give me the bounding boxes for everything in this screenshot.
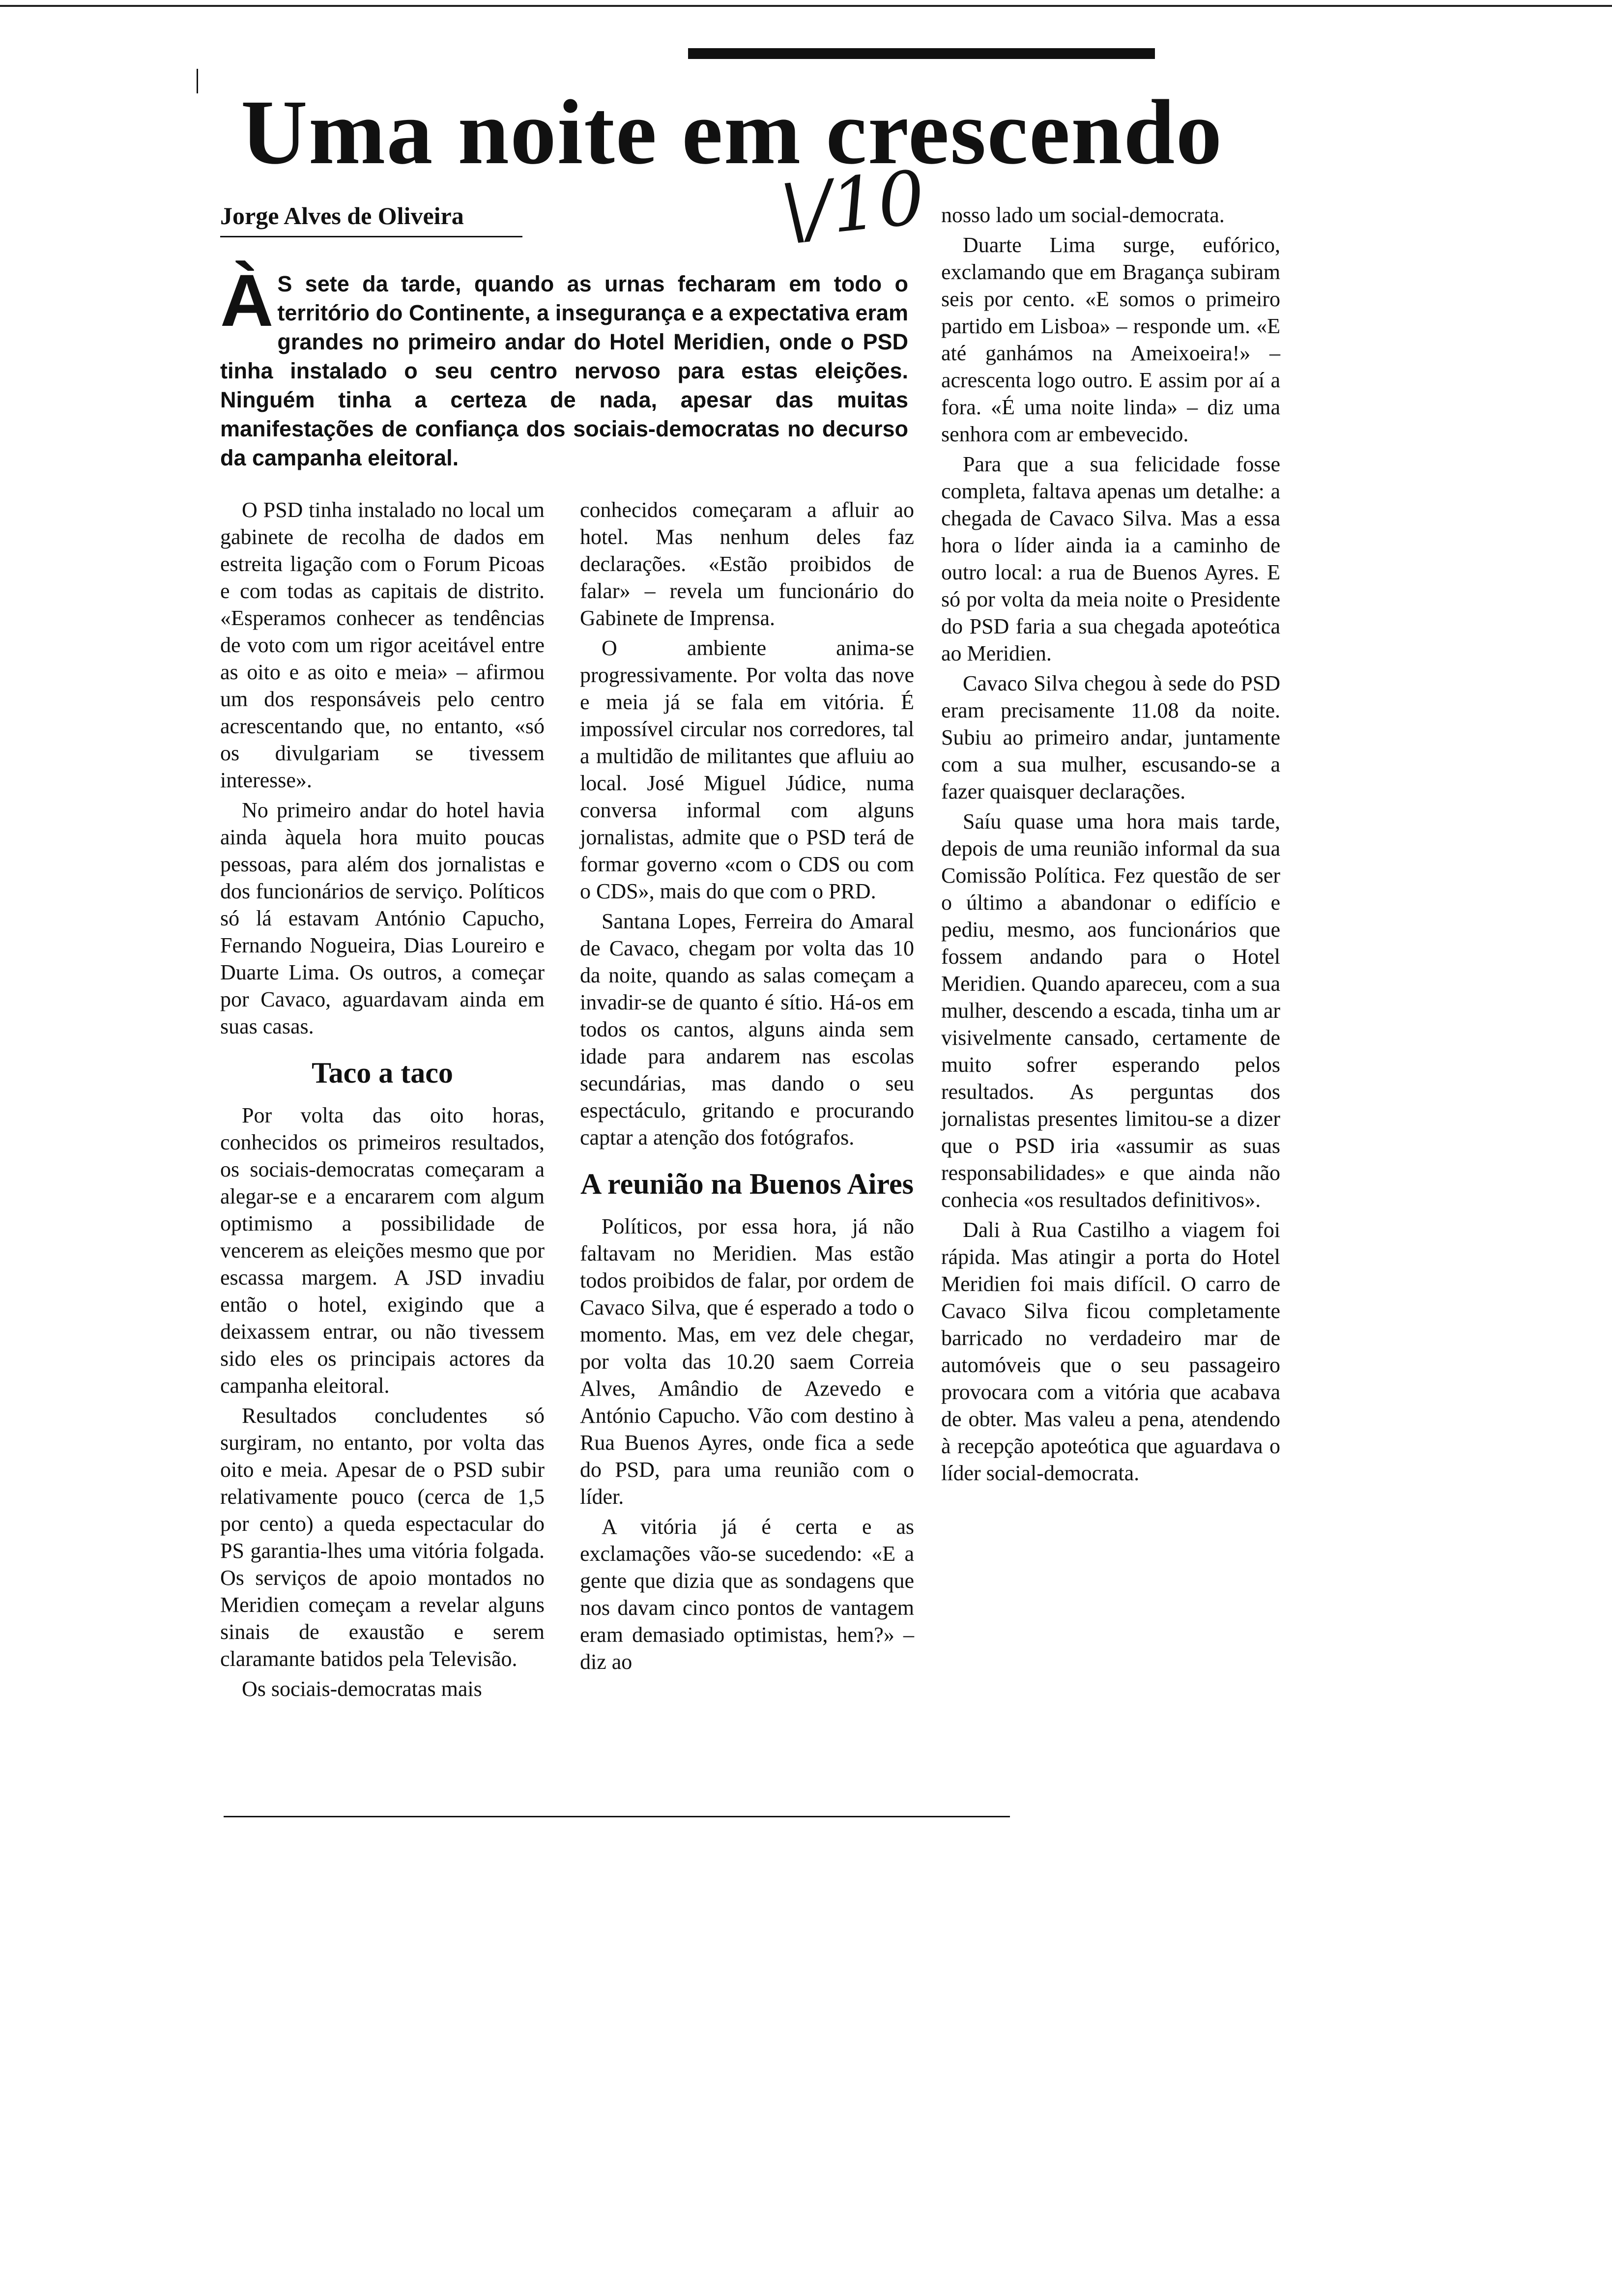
paragraph: nosso lado um social-democrata. [941,203,1225,227]
paragraph: Resultados concludentes só surgiram, no entanto, por volta das oito e meia. Apesar de o PSD subir relativamente pouco (cerca de 1,5 por cento) a queda espectacular do PS garantia-lhes uma vitória folgada. Os serviços de apoio montados no Meridien começam a revelar alguns sinais de exaustão e serem claramante batidos pela Televisão. [220,1404,545,1671]
paragraph: No primeiro andar do hotel havia ainda àquela hora muito poucas pessoas, para além dos jornalistas e dos funcionários de serviço. Políticos só lá estavam António Capucho, Fernando Nogueira, Dias Loureiro e Duarte Lima. Os outros, a começar por Cavaco, aguardavam ainda em suas casas. [220,798,545,1038]
paragraph: Para que a sua felicidade fosse completa, faltava apenas um detalhe: a chegada de Cavaco Silva. Mas a essa hora o líder ainda ia a caminho de outro local: a rua de Buenos Ayres. E só por volta da meia noite o Presidente do PSD faria a sua chegada apoteótica ao Meridien. [941,452,1280,665]
paragraph: Santana Lopes, Ferreira do Amaral de Cavaco, chegam por volta das 10 da noite, quando as salas começam a invadir-se de quanto é sítio. Há-os em todos os cantos, alguns ainda sem idade para andarem nas escolas secundárias, mas dando o seu espectáculo, gritando e procurando captar a atenção dos fotógrafos. [580,909,914,1149]
header-rule [688,48,1155,59]
section-heading: Taco a taco [312,1057,453,1089]
margin-mark [197,69,198,93]
author-byline: Jorge Alves de Oliveira [220,202,464,230]
headline: Uma noite em crescendo [241,81,1223,183]
handwritten-note: \/10 [777,155,929,255]
paragraph: Cavaco Silva chegou à sede do PSD eram precisamente 11.08 da noite. Subiu ao primeiro andar, juntamente com a sua mulher, escusando-se a fazer quaisquer declarações. [941,671,1280,804]
section-heading: A reunião na Buenos Aires [580,1168,914,1200]
paragraph: Duarte Lima surge, eufórico, exclamando que em Bragança subiram seis por cento. «E somos o primeiro partido em Lisboa» – responde um. «E até ganhámos na Ameixoeira!» – acrescenta logo outro. E assim por aí a fora. «É uma noite linda» – diz uma senhora com ar embevecido. [941,233,1280,446]
paragraph: Saíu quase uma hora mais tarde, depois de uma reunião informal da sua Comissão Política. Fez questão de ser o último a abandonar o edifício e pediu, mesmo, aos funcionários que fossem andando para o Hotel Meridien. Quando apareceu, com a sua mulher, descendo a escada, tinha um ar visivelmente cansado, certamente de muito sofrer esperando pelos resultados. As perguntas dos jornalistas presentes limitou-se a dizer que o PSD iria «assumir as suas responsabilidades» e que ainda não conhecia «os resultados definitivos». [941,809,1280,1212]
paragraph: Por volta das oito horas, conhecidos os primeiros resultados, os sociais-democratas começaram a alegar-se e a encararem com algum optimismo a possibilidade de vencerem as eleições mesmo que por escassa margem. A JSD invadiu então o hotel, exigindo que a deixassem entrar, ou não tivessem sido eles os principais actores da campanha eleitoral. [220,1103,545,1398]
scan-top-edge-line [0,5,1612,7]
paragraph: O PSD tinha instalado no local um gabinete de recolha de dados em estreita ligação com o Forum Picoas e com todas as capitais de distrito. «Esperamos conhecer as tendências de voto com um rigor aceitável entre as oito e as oito e meia» – afirmou um dos responsáveis pelo centro acrescentando que, no entanto, «só os divulgariam se tivessem interesse». [220,498,545,792]
lead-text: S sete da tarde, quando as urnas fecharam em todo o território do Continente, a insegurança e a expectativa eram grandes no primeiro andar do Hotel Meridien, onde o PSD tinha instalado o seu centro nervoso para estas eleições. Ninguém tinha a certeza de nada, apesar das muitas manifestações de confiança dos sociais-democratas no decurso da campanha eleitoral. [220,271,908,470]
paragraph: conhecidos começaram a afluir ao hotel. Mas nenhum deles faz declarações. «Estão proibidos de falar» – revela um funcionário do Gabinete de Imprensa. [580,498,914,630]
paragraph: Políticos, por essa hora, já não faltavam no Meridien. Mas estão todos proibidos de falar, por ordem de Cavaco Silva, que é esperado a todo o momento. Mas, em vez dele chegar, por volta das 10.20 saem Correia Alves, Amândio de Azevedo e António Capucho. Vão com destino à Rua Buenos Ayres, onde fica a sede do PSD, para uma reunião com o líder. [580,1214,914,1509]
drop-cap: À [220,259,274,342]
paragraph: Os sociais-democratas mais [242,1677,482,1701]
article-end-rule [224,1816,1010,1817]
lead-paragraph [220,259,908,472]
paragraph: O ambiente anima-se progressivamente. Por volta das nove e meia já se fala em vitória. É impossível circular nos corredores, tal a multidão de militantes que afluiu ao local. José Miguel Júdice, numa conversa informal com alguns jornalistas, admite que o PSD terá de formar governo «com o CDS ou com o CDS», mais do que com o PRD. [580,636,914,903]
column-2 [580,496,914,1678]
column-1 [220,496,545,1705]
byline-underline [220,236,522,237]
paragraph: A vitória já é certa e as exclamações vão-se sucedendo: «E a gente que dizia que as sondagens que nos davam cinco pontos de vantagem eram demasiado optimistas, hem?» – diz ao [580,1515,914,1674]
paragraph: Dali à Rua Castilho a viagem foi rápida. Mas atingir a porta do Hotel Meridien foi mais difícil. O carro de Cavaco Silva ficou completamente barricado no verdadeiro mar de automóveis que o seu passageiro provocara com a vitória que acabava de obter. Mas valeu a pena, atendendo à recepção apoteótica que aguardava o líder social-democrata. [941,1218,1280,1485]
column-3 [941,201,1280,1490]
